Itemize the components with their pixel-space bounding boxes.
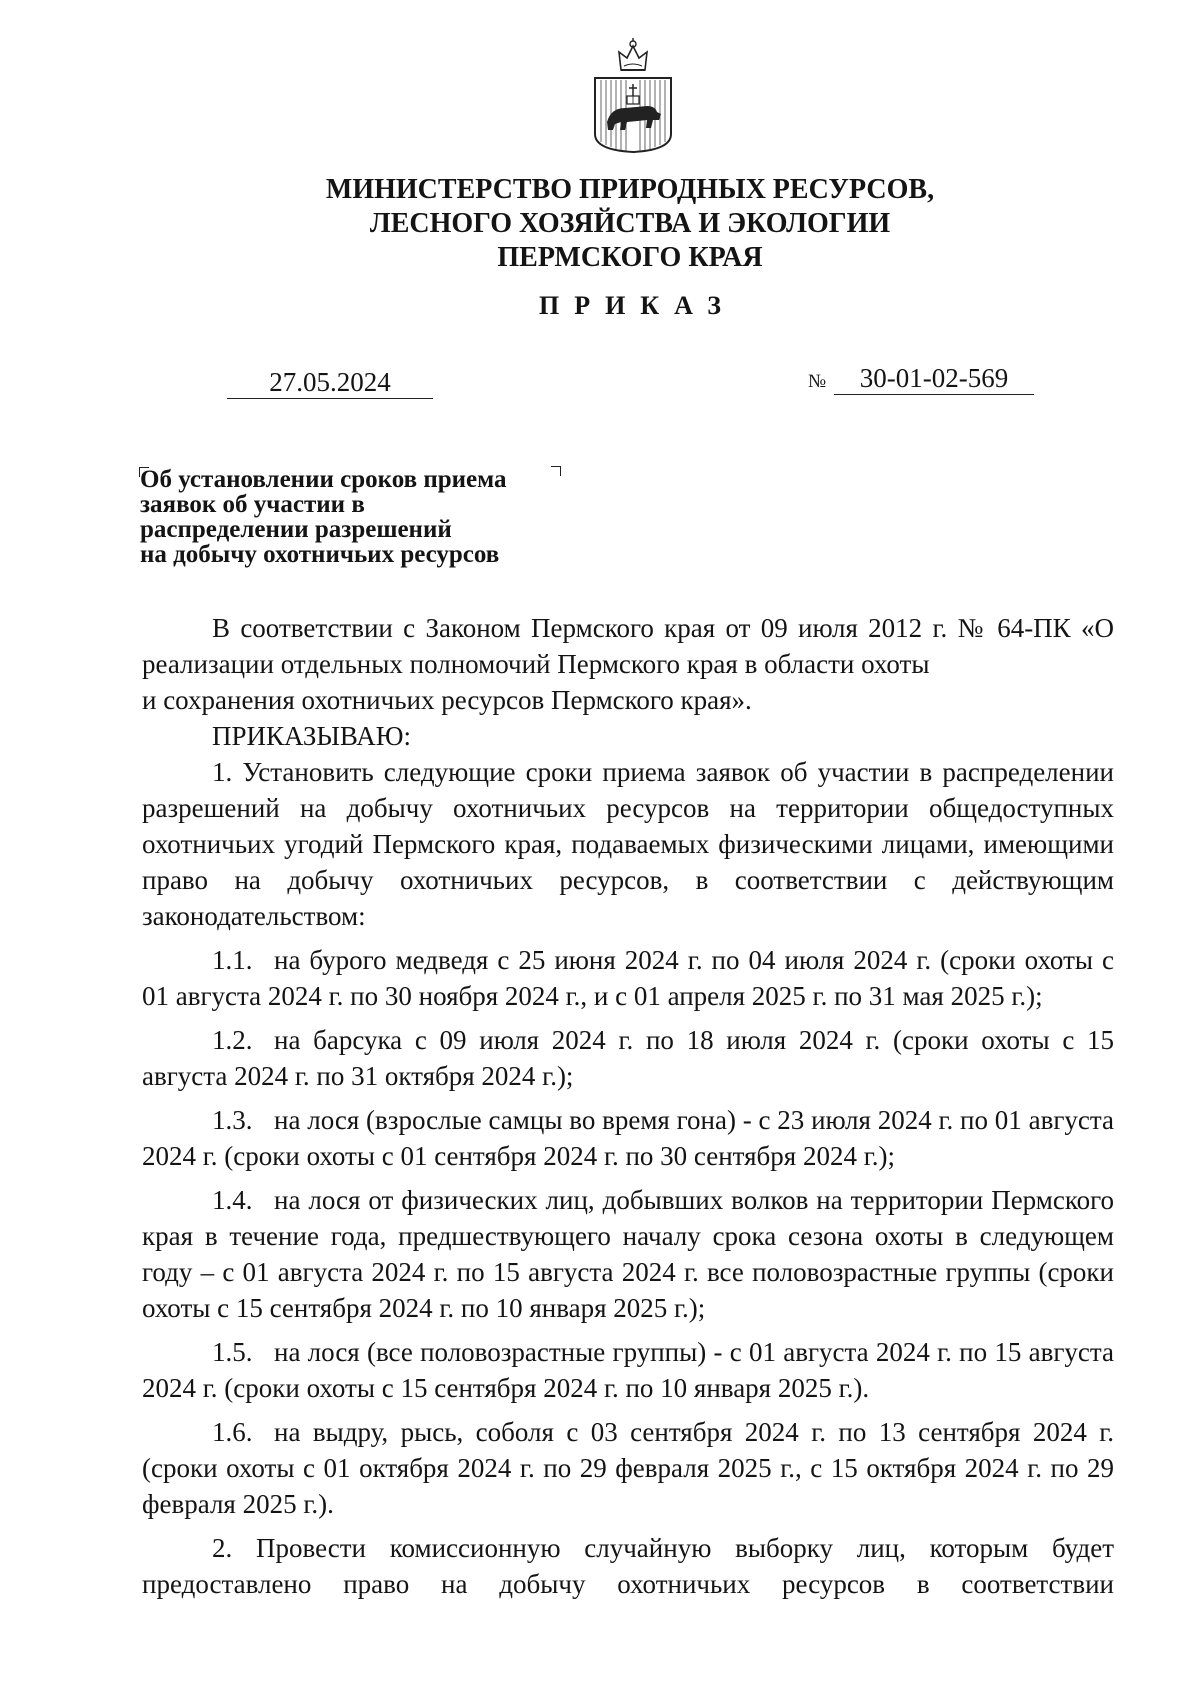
preamble-paragraph [142,610,1114,718]
order-subject [140,467,507,567]
ministry-line-3: ПЕРМСКОГО КРАЯ [497,242,763,273]
ministry-heading [200,173,1060,275]
sub-item-text: на бурого медведя с 25 июня 2024 г. по 04 июля 2024 г. (сроки охоты с 01 августа 2024 г. по 30 ноября 2024 г., и с 01 апреля 2025 г. по 31 мая 2025 г.); [142,945,1114,1011]
order-number: 30-01-02-569 [834,362,1034,395]
sub-item-number: 1.2. [212,1025,253,1055]
sub-item-text: на лося от физических лиц, добывших волков на территории Пермского края в течение года, предшествующего началу срока сезона охоты в следующем году – с 01 августа 2024 г. по 15 августа 2024 г. все половозрастные группы (сроки охоты с 15 сентября 2024 г. по 10 января 2025 г.); [142,1185,1114,1323]
subject-line-2: заявок об участии в [140,491,365,518]
sub-item-1-4 [142,1182,1114,1326]
subject-line-4: на добычу охотничьих ресурсов [140,541,500,568]
sub-item-text: на выдру, рысь, соболя с 03 сентября 2024 г. по 13 сентября 2024 г. (сроки охоты с 01 октября 2024 г. по 29 февраля 2025 г., с 15 октября 2024 г. по 29 февраля 2025 г.). [142,1417,1114,1519]
document-type-title: ПРИКАЗ [538,291,737,320]
order-number-label: № [808,371,827,392]
sub-item-1-3 [142,1102,1114,1174]
preamble-part-1: В соответствии с Законом Пермского края от 09 июля 2012 г. № 64-ПК «О реализации отдельных полномочий Пермского края в области охоты [142,613,1114,679]
sub-item-number: 1.5. [212,1337,253,1367]
order-body [142,610,1114,1602]
sub-item-number: 1.6. [212,1417,253,1447]
sub-item-1-2 [142,1022,1114,1094]
sub-item-number: 1.1. [212,945,253,975]
sub-item-number: 1.3. [212,1105,253,1135]
order-date: 27.05.2024 [227,366,433,399]
ministry-line-1: МИНИСТЕРСТВО ПРИРОДНЫХ РЕСУРСОВ, [325,174,935,205]
sub-item-text: на лося (все половозрастные группы) - с 01 августа 2024 г. по 15 августа 2024 г. (сроки охоты с 15 сентября 2024 г. по 10 января 2025 г.). [142,1337,1114,1403]
preamble-part-2: и сохранения охотничьих ресурсов Пермского края». [142,685,752,715]
sub-item-1-6 [142,1414,1114,1522]
order-directive: ПРИКАЗЫВАЮ: [212,721,411,751]
perm-krai-coat-of-arms-icon [591,36,675,154]
sub-item-number: 1.4. [212,1185,253,1215]
item-2-paragraph: 2. Провести комиссионную случайную выборку лиц, которым будет предоставлено право на добычу охотничьих ресурсов в соответствии [142,1533,1114,1599]
item-1-paragraph: 1. Установить следующие сроки приема заявок об участии в распределении разрешений на добычу охотничьих ресурсов на территории общедоступных охотничьих угодий Пермского края, подаваемых физическими лицами, имеющими право на добычу охотничьих ресурсов, в соответствии с действующим законодательством: [142,757,1114,931]
sub-item-1-5 [142,1334,1114,1406]
ministry-line-2: ЛЕСНОГО ХОЗЯЙСТВА И ЭКОЛОГИИ [369,208,891,239]
sub-item-1-1 [142,942,1114,1014]
sub-item-text: на лося (взрослые самцы во время гона) - с 23 июля 2024 г. по 01 августа 2024 г. (сроки охоты с 01 сентября 2024 г. по 30 сентября 2024 г.); [142,1105,1114,1171]
subject-line-3: распределении разрешений [140,516,452,543]
subject-line-1: Об установлении сроков приема [140,466,507,493]
subject-corner-mark-right [551,466,561,476]
sub-item-text: на барсука с 09 июля 2024 г. по 18 июля 2024 г. (сроки охоты с 15 августа 2024 г. по 31 октября 2024 г.); [142,1025,1114,1091]
